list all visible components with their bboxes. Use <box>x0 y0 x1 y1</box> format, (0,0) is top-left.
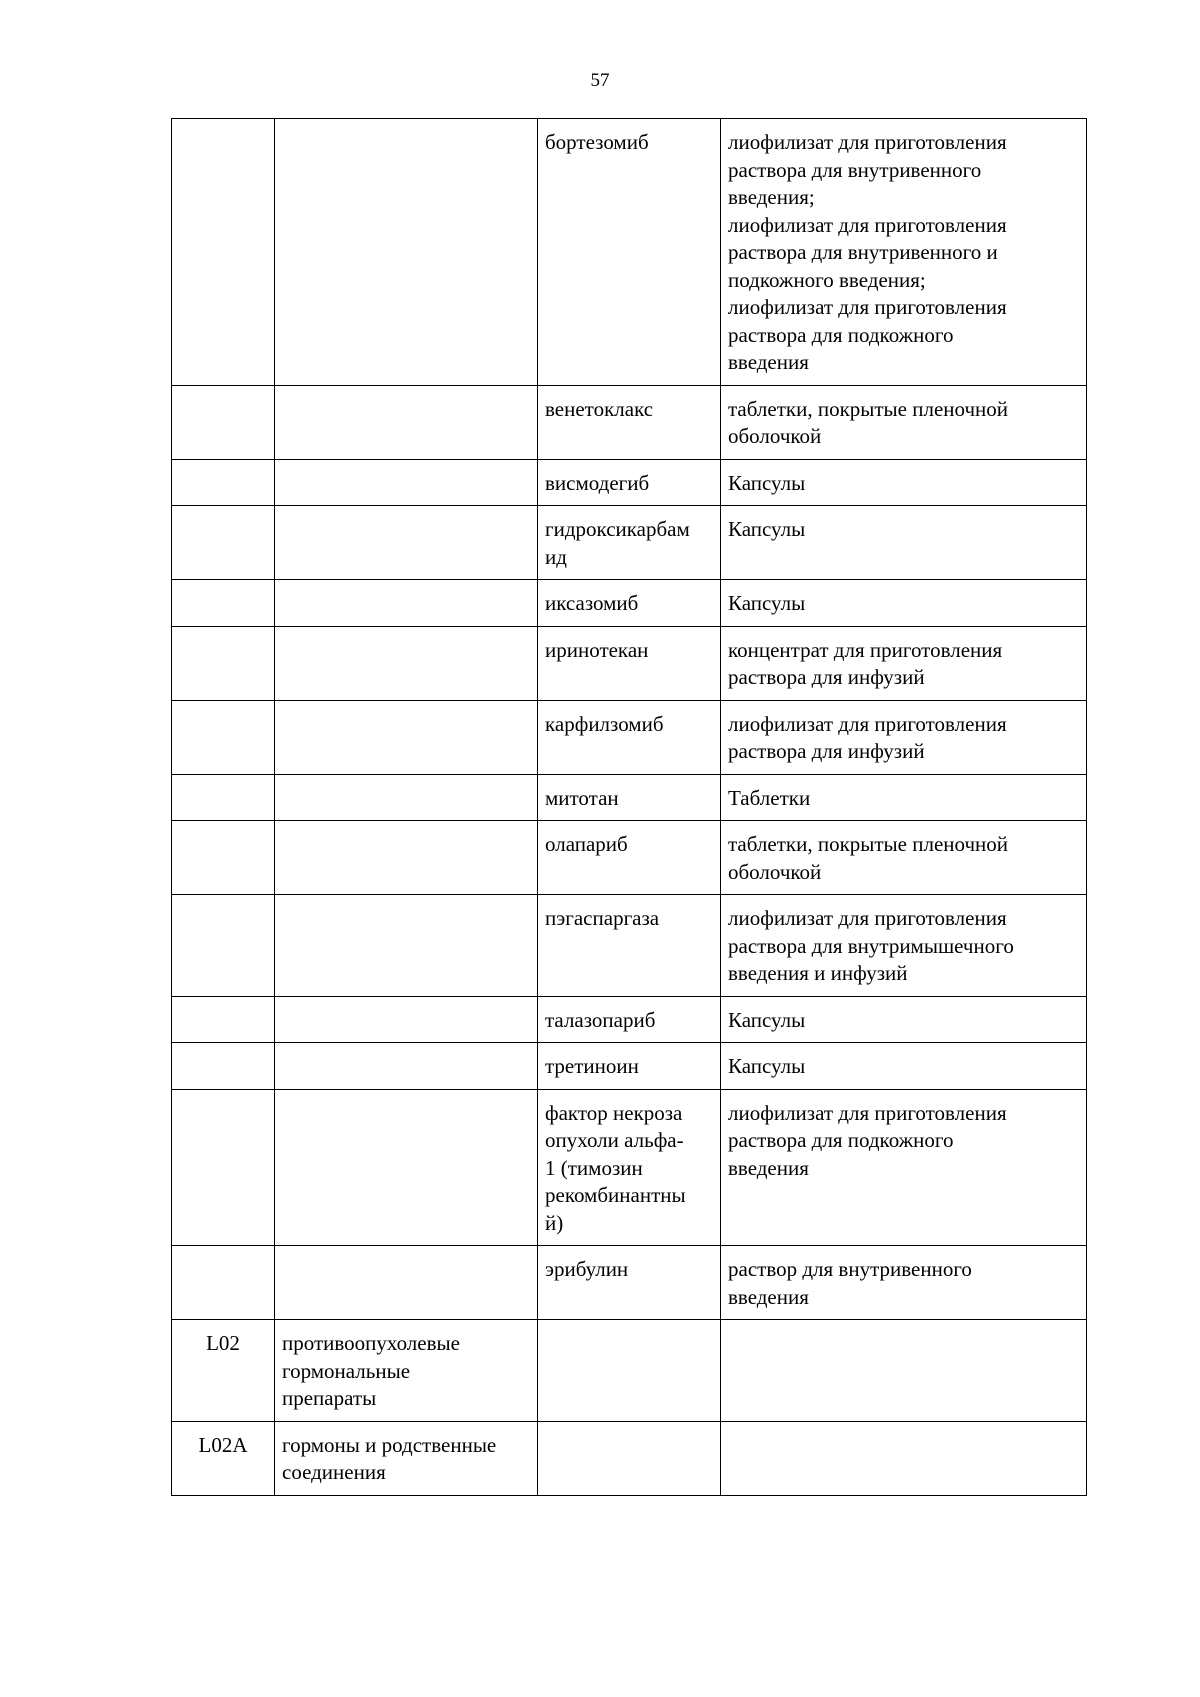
atc-code-cell <box>172 506 275 580</box>
dosage-form-text: Капсулы <box>728 1007 806 1032</box>
dosage-form-cell <box>721 700 1087 774</box>
dosage-form-text: лиофилизат для приготовления раствора для внутривенного введения; лиофилизат для приготовления раствора для внутривенного и подкожного введения; лиофилизат для приготовления раствора для подкожного введения <box>728 130 1007 374</box>
pharmacological-group-cell <box>275 996 538 1043</box>
drug-name-cell <box>538 459 721 506</box>
atc-code-cell <box>172 1246 275 1320</box>
drug-name-cell <box>538 626 721 700</box>
atc-code-cell <box>172 119 275 386</box>
atc-code-cell <box>172 626 275 700</box>
atc-code-cell <box>172 580 275 627</box>
drug-table <box>171 118 1087 1496</box>
atc-code-cell <box>172 385 275 459</box>
drug-name-text: висмодегиб <box>545 470 650 495</box>
pharmacological-group-cell <box>275 1043 538 1090</box>
atc-code-cell <box>172 1421 275 1495</box>
dosage-form-text: лиофилизат для приготовления раствора для внутримышечного введения и инфузий <box>728 906 1014 985</box>
drug-name-cell <box>538 700 721 774</box>
dosage-form-cell <box>721 459 1087 506</box>
pharmacological-group-cell <box>275 506 538 580</box>
dosage-form-cell <box>721 1089 1087 1246</box>
drug-name-cell <box>538 580 721 627</box>
drug-name-cell <box>538 119 721 386</box>
table-row <box>172 1089 1087 1246</box>
dosage-form-text: концентрат для приготовления раствора для инфузий <box>728 637 1003 689</box>
drug-name-text: олапариб <box>545 832 628 856</box>
drug-name-cell <box>538 1421 721 1495</box>
table-row <box>172 385 1087 459</box>
drug-name-text: пэгаспаргаза <box>545 906 660 930</box>
drug-name-cell <box>538 774 721 821</box>
dosage-form-text: таблетки, покрытые пленочной оболочкой <box>728 396 1009 448</box>
pharmacological-group-text: противоопухолевые гормональные препараты <box>282 1331 460 1410</box>
table-row <box>172 580 1087 627</box>
dosage-form-text: Капсулы <box>728 1054 806 1078</box>
pharmacological-group-cell <box>275 626 538 700</box>
pharmacological-group-cell <box>275 700 538 774</box>
drug-name-cell <box>538 1320 721 1422</box>
dosage-form-cell <box>721 1043 1087 1090</box>
atc-code-text: L02 <box>206 1331 240 1355</box>
dosage-form-cell <box>721 1320 1087 1422</box>
dosage-form-text: Капсулы <box>728 591 806 615</box>
dosage-form-text: Таблетки <box>728 785 811 810</box>
dosage-form-cell <box>721 996 1087 1043</box>
dosage-form-cell <box>721 774 1087 821</box>
drug-name-text: митотан <box>545 785 619 810</box>
atc-code-cell <box>172 821 275 895</box>
drug-name-text: венетоклакс <box>545 396 654 421</box>
atc-code-cell <box>172 996 275 1043</box>
page-number: 57 <box>590 70 610 91</box>
drug-name-cell <box>538 821 721 895</box>
atc-code-cell <box>172 1043 275 1090</box>
pharmacological-group-cell <box>275 1421 538 1495</box>
table-row <box>172 700 1087 774</box>
drug-name-text: карфилзомиб <box>545 711 664 736</box>
pharmacological-group-cell <box>275 821 538 895</box>
drug-name-text: бортезомиб <box>545 130 649 154</box>
drug-name-text: фактор некроза опухоли альфа- 1 (тимозин рекомбинантны й) <box>545 1100 686 1235</box>
table-row <box>172 119 1087 386</box>
table-row <box>172 996 1087 1043</box>
pharmacological-group-text: гормоны и родственные соединения <box>282 1432 497 1484</box>
table-body <box>172 119 1087 1496</box>
dosage-form-cell <box>721 385 1087 459</box>
drug-name-cell <box>538 1246 721 1320</box>
drug-name-cell <box>538 506 721 580</box>
table-row <box>172 821 1087 895</box>
atc-code-cell <box>172 700 275 774</box>
pharmacological-group-cell <box>275 774 538 821</box>
dosage-form-text: Капсулы <box>728 517 806 541</box>
pharmacological-group-cell <box>275 1320 538 1422</box>
table-row <box>172 459 1087 506</box>
dosage-form-cell <box>721 821 1087 895</box>
dosage-form-text: лиофилизат для приготовления раствора для подкожного введения <box>728 1100 1007 1180</box>
pharmacological-group-cell <box>275 1246 538 1320</box>
dosage-form-cell <box>721 895 1087 997</box>
pharmacological-group-cell <box>275 895 538 997</box>
dosage-form-text: Капсулы <box>728 470 806 495</box>
drug-name-text: иринотекан <box>545 637 649 662</box>
dosage-form-cell <box>721 1246 1087 1320</box>
dosage-form-text: таблетки, покрытые пленочной оболочкой <box>728 832 1009 884</box>
table-row <box>172 895 1087 997</box>
atc-code-text: L02A <box>198 1432 248 1457</box>
table-row <box>172 506 1087 580</box>
atc-code-cell <box>172 1320 275 1422</box>
pharmacological-group-cell <box>275 385 538 459</box>
drug-name-text: эрибулин <box>545 1257 629 1281</box>
table-row <box>172 1421 1087 1495</box>
drug-name-text: гидроксикарбам ид <box>545 517 690 569</box>
drug-name-text: иксазомиб <box>545 591 639 615</box>
drug-name-cell <box>538 385 721 459</box>
drug-name-cell <box>538 1043 721 1090</box>
dosage-form-cell <box>721 626 1087 700</box>
drug-name-cell <box>538 1089 721 1246</box>
atc-code-cell <box>172 459 275 506</box>
pharmacological-group-cell <box>275 580 538 627</box>
pharmacological-group-cell <box>275 459 538 506</box>
atc-code-cell <box>172 1089 275 1246</box>
dosage-form-cell <box>721 580 1087 627</box>
dosage-form-text: лиофилизат для приготовления раствора для инфузий <box>728 711 1007 763</box>
dosage-form-cell <box>721 1421 1087 1495</box>
atc-code-cell <box>172 895 275 997</box>
drug-name-cell <box>538 996 721 1043</box>
drug-name-cell <box>538 895 721 997</box>
drug-name-text: третиноин <box>545 1054 639 1078</box>
table-row <box>172 1043 1087 1090</box>
drug-name-text: талазопариб <box>545 1007 656 1032</box>
dosage-form-cell <box>721 119 1087 386</box>
table-row <box>172 1320 1087 1422</box>
atc-code-cell <box>172 774 275 821</box>
dosage-form-text: раствор для внутривенного введения <box>728 1257 972 1309</box>
pharmacological-group-cell <box>275 119 538 386</box>
table-row <box>172 774 1087 821</box>
pharmacological-group-cell <box>275 1089 538 1246</box>
dosage-form-cell <box>721 506 1087 580</box>
table-row <box>172 1246 1087 1320</box>
table-row <box>172 626 1087 700</box>
